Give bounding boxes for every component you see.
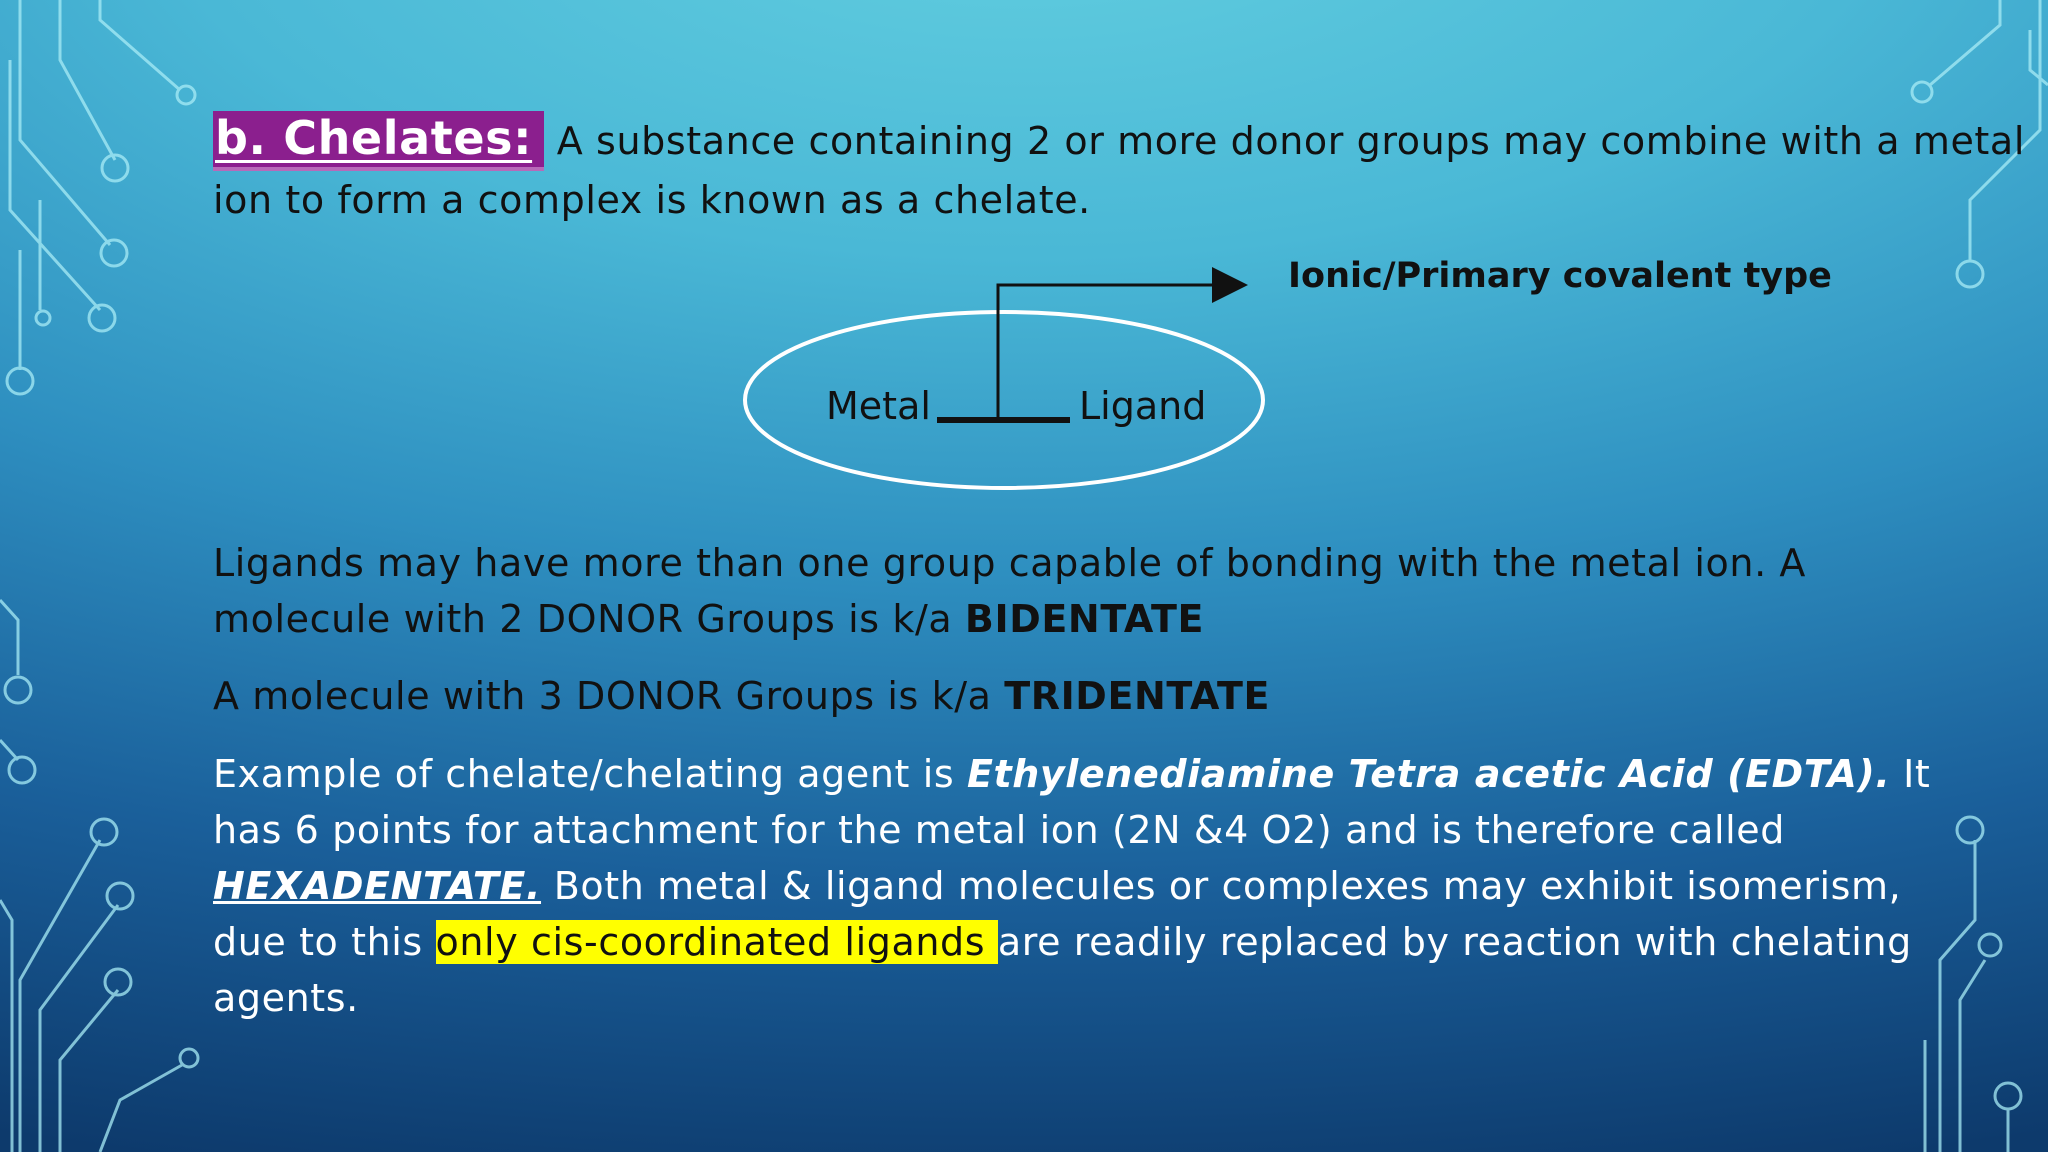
ligand-label: Ligand [1079,384,1207,428]
bidentate-term: BIDENTATE [964,597,1205,641]
intro-text-line2: ion to form a complex is known as a chelate. [213,178,1091,222]
intro-text: A substance containing 2 or more donor groups may combine with a metal [544,119,2025,163]
tridentate-paragraph [213,668,1270,724]
section-title: b. Chelates: [213,111,544,171]
example-text-3: Both metal & ligand molecules or complexes may exhibit isomerism, due to this [213,864,1902,964]
example-text-4: are readily replaced by reaction with chelating agents. [213,920,1912,1020]
tridentate-text: A molecule with 3 DONOR Groups is k/a [213,674,1005,718]
highlighted-phrase: only cis-coordinated ligands [435,920,998,964]
example-text-1: Example of chelate/chelating agent is [213,752,967,796]
edta-term: Ethylenediamine Tetra acetic Acid (EDTA). [966,752,1891,796]
ligands-text: Ligands may have more than one group capable of bonding with the metal ion. A molecule with 2 DONOR Groups is k/a [213,541,1807,641]
tridentate-term: TRIDENTATE [1004,674,1271,718]
hexadentate-term: HEXADENTATE. [213,864,542,908]
ligands-paragraph [213,535,1933,647]
example-paragraph [213,746,1973,1026]
metal-label: Metal [826,384,931,428]
bond-type-label: Ionic/Primary covalent type [1288,256,1832,296]
example-text-2: It has 6 points for attachment for the metal ion (2N &4 O2) and is therefore called [213,752,1931,852]
